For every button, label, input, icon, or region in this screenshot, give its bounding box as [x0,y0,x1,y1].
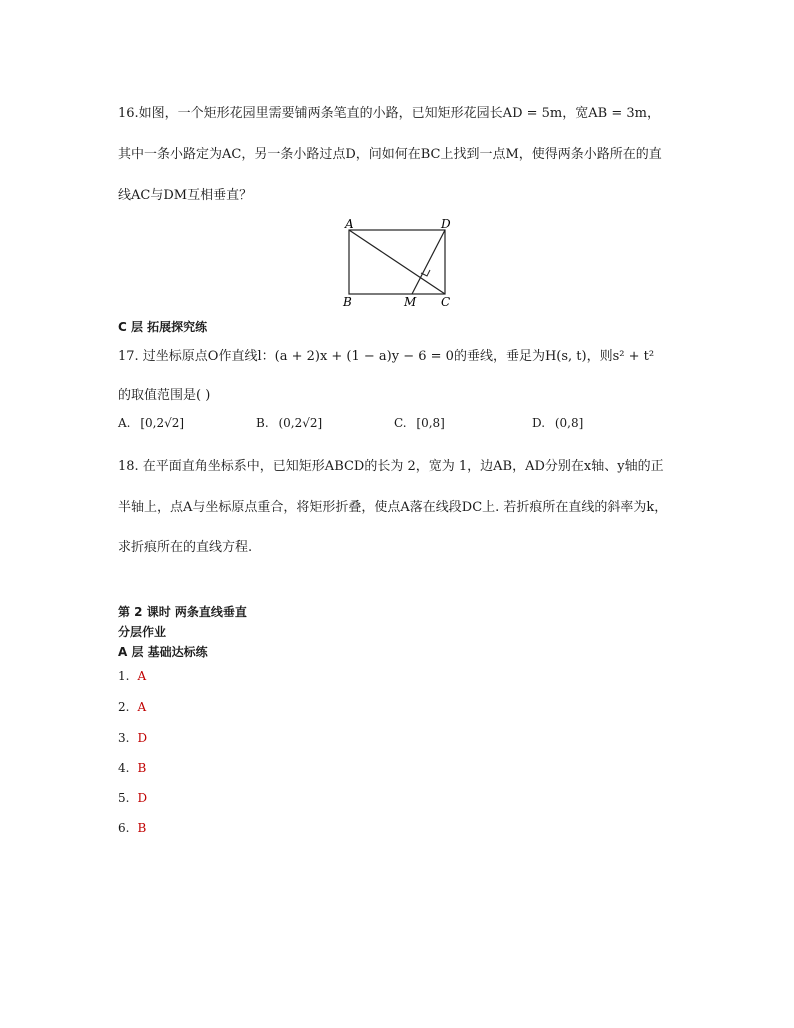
label-b: B [343,295,352,309]
q17-option-c [394,416,445,430]
q17-option-d [532,416,583,430]
path-ac [349,230,445,294]
label-m: M [404,295,417,309]
answer-value: B [137,761,147,775]
label-d: D [441,218,451,231]
q18-line-1: 18. 在平面直角坐标系中，已知矩形ABCD的长为 2，宽为 1，边AB，AD分别在x轴、y轴的正 [118,459,664,474]
option-text: (0,2√2] [278,416,323,430]
lesson-title: 第 2 课时 两条直线垂直 [118,605,247,619]
answer-item [118,700,146,714]
answer-item [118,761,146,775]
q17-line-1: 17. 过坐标原点O作直线l：(a + 2)x + (1 − a)y − 6 = 0的垂线，垂足为H(s, t)，则s² + t² [118,349,655,364]
answer-number: 4. [118,761,130,775]
label-c: C [441,295,451,309]
option-key: D. [532,416,546,430]
answer-value: A [137,669,147,683]
answer-value: D [137,791,148,805]
q16-line-2: 其中一条小路定为AC，另一条小路过点D，问如何在BC上找到一点M，使得两条小路所在的直 [118,147,662,162]
section-c-heading: C 层 拓展探究练 [118,320,208,334]
answer-value: B [137,821,147,835]
option-key: A. [118,416,131,430]
option-key: C. [394,416,407,430]
option-text: (0,8] [554,416,584,430]
answer-item [118,731,147,745]
answer-item [118,791,147,805]
path-dm [412,230,445,294]
q16-line-1: 16.如图，一个矩形花园里需要铺两条笔直的小路，已知矩形花园长AD = 5m，宽AB = 3m， [118,106,660,121]
answer-value: D [137,731,148,745]
label-a: A [345,218,354,231]
answer-item [118,669,146,683]
answer-number: 1. [118,669,130,683]
answer-number: 6. [118,821,130,835]
homework-subtitle: 分层作业 [118,625,167,639]
option-key: B. [256,416,269,430]
q17-line-2: 的取值范围是( ) [118,388,211,403]
q16-line-3: 线AC与DM互相垂直？ [118,188,253,203]
answer-number: 2. [118,700,130,714]
rectangle-garden-figure [335,218,465,313]
level-a-heading: A 层 基础达标练 [118,645,208,659]
answer-number: 3. [118,731,130,745]
q17-option-a [118,416,184,430]
answer-item [118,821,146,835]
answer-value: A [137,700,147,714]
q18-line-3: 求折痕所在的直线方程. [118,540,253,555]
option-text: [0,2√2] [140,416,185,430]
option-text: [0,8] [416,416,445,430]
q17-option-b [256,416,322,430]
q18-line-2: 半轴上，点A与坐标原点重合，将矩形折叠，使点A落在线段DC上. 若折痕所在直线的斜率为k， [118,500,668,515]
answer-number: 5. [118,791,130,805]
